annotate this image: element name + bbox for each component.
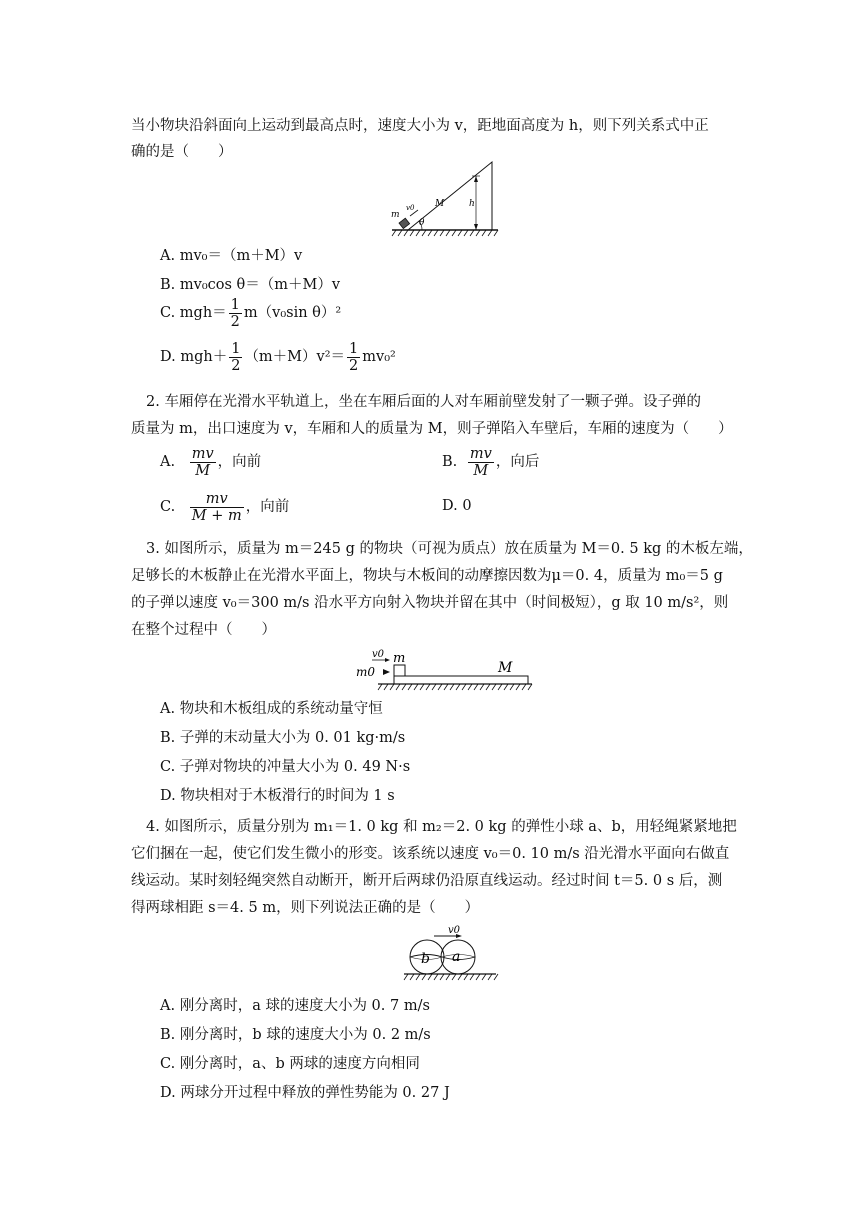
q1-option-c xyxy=(160,296,341,330)
direction: ，向前 xyxy=(245,499,290,515)
label-v0: v0 xyxy=(406,204,415,212)
q2-option-d: D. 0 xyxy=(442,498,472,514)
q2-option-b xyxy=(442,442,539,482)
q1-option-d xyxy=(160,340,396,374)
label-h: h xyxy=(469,199,475,209)
incline-figure xyxy=(388,158,500,238)
label-theta: θ xyxy=(419,218,425,228)
two-balls-figure xyxy=(390,922,502,984)
q3-stem-line1: 3. 如图所示，质量为 m＝245 g 的物块（可视为质点）放在质量为 M＝0. 5 kg 的木板左端， xyxy=(146,541,753,557)
q3-option-a: A. 物块和木板组成的系统动量守恒 xyxy=(160,701,383,717)
q1-d-mid: （m＋M）v²＝ xyxy=(244,349,346,365)
q1-option-b: B. mv₀cos θ＝（m＋M）v xyxy=(160,277,341,293)
q1-c-prefix: C. mgh＝ xyxy=(160,305,227,321)
fraction: $\frac{mv}{M}$ xyxy=(191,445,214,479)
direction: ，向后 xyxy=(495,454,540,470)
q1-d-prefix: D. mgh＋ xyxy=(160,349,228,365)
board-M xyxy=(394,676,528,684)
block-m xyxy=(399,218,410,228)
q4-stem-line3: 线运动。某时刻轻绳突然自动断开，断开后两球仍沿原直线运动。经过时间 t＝5. 0 s 后，测 xyxy=(131,873,723,889)
q2-stem-line2: 质量为 m，出口速度为 v，车厢和人的质量为 M，则子弹陷入车壁后，车厢的速度为（ ） xyxy=(131,421,733,437)
q3-stem-line4: 在整个过程中（ ） xyxy=(131,622,276,638)
label-v0: v0 xyxy=(448,925,461,936)
q4-option-a: A. 刚分离时，a 球的速度大小为 0. 7 m/s xyxy=(160,998,430,1014)
q4-stem-line2: 它们捆在一起，使它们发生微小的形变。该系统以速度 v₀＝0. 10 m/s 沿光滑水平面向右做直 xyxy=(131,846,730,862)
option-label: C. xyxy=(160,499,176,515)
q2-option-a xyxy=(160,442,261,482)
q4-option-b: B. 刚分离时，b 球的速度大小为 0. 2 m/s xyxy=(160,1027,431,1043)
label-M: M xyxy=(435,199,445,209)
label-m0: m0 xyxy=(356,665,376,679)
q1-d-suffix: mv₀² xyxy=(362,349,396,365)
q1-option-a: A. mv₀＝（m＋M）v xyxy=(160,248,303,264)
fraction: $\frac{1}{2}$ xyxy=(349,340,359,374)
q1-stem-line1: 当小物块沿斜面向上运动到最高点时，速度大小为 v，距地面高度为 h，则下列关系式中正 xyxy=(131,118,709,134)
q3-option-d: D. 物块相对于木板滑行的时间为 1 s xyxy=(160,788,395,804)
fraction: $\frac{mv}{M}$ xyxy=(469,445,492,479)
fraction: $\frac{1}{2}$ xyxy=(230,296,240,330)
q4-option-d: D. 两球分开过程中释放的弹性势能为 0. 27 J xyxy=(160,1085,450,1101)
q4-stem-line1: 4. 如图所示，质量分别为 m₁＝1. 0 kg 和 m₂＝2. 0 kg 的弹性小球 a、b，用轻绳紧紧地把 xyxy=(146,819,737,835)
q1-stem-line2: 确的是（ ） xyxy=(131,144,233,160)
q3-option-c: C. 子弹对物块的冲量大小为 0. 49 N·s xyxy=(160,759,411,775)
q2-option-c xyxy=(160,487,289,527)
direction: ，向前 xyxy=(217,454,262,470)
block-m xyxy=(394,665,405,676)
block-board-figure xyxy=(352,646,534,692)
option-label: B. xyxy=(442,454,458,470)
q4-stem-line4: 得两球相距 s＝4. 5 m，则下列说法正确的是（ ） xyxy=(131,900,480,916)
fraction: $\frac{1}{2}$ xyxy=(231,340,241,374)
label-m: m xyxy=(393,651,406,666)
q2-stem-line1: 2. 车厢停在光滑水平轨道上，坐在车厢后面的人对车厢前壁发射了一颗子弹。设子弹的 xyxy=(146,394,701,410)
q3-stem-line3: 的子弹以速度 v₀＝300 m/s 沿水平方向射入物块并留在其中（时间极短），g 取 10 m/s²，则 xyxy=(131,595,729,611)
label-a: a xyxy=(452,949,461,965)
q1-c-suffix: m（v₀sin θ）² xyxy=(243,305,342,321)
label-m: m xyxy=(391,210,400,220)
bullet xyxy=(383,669,390,675)
q3-stem-line2: 足够长的木板静止在光滑水平面上，物块与木板间的动摩擦因数为μ＝0. 4，质量为 m₀＝5 g xyxy=(131,568,723,584)
label-b: b xyxy=(421,951,430,967)
label-v0: v0 xyxy=(372,649,385,660)
fraction: $\frac{mv}{M + m}$ xyxy=(191,490,242,524)
option-label: A. xyxy=(160,454,176,470)
q3-option-b: B. 子弹的末动量大小为 0. 01 kg·m/s xyxy=(160,730,406,746)
q4-option-c: C. 刚分离时，a、b 两球的速度方向相同 xyxy=(160,1056,420,1072)
label-M: M xyxy=(498,660,513,676)
